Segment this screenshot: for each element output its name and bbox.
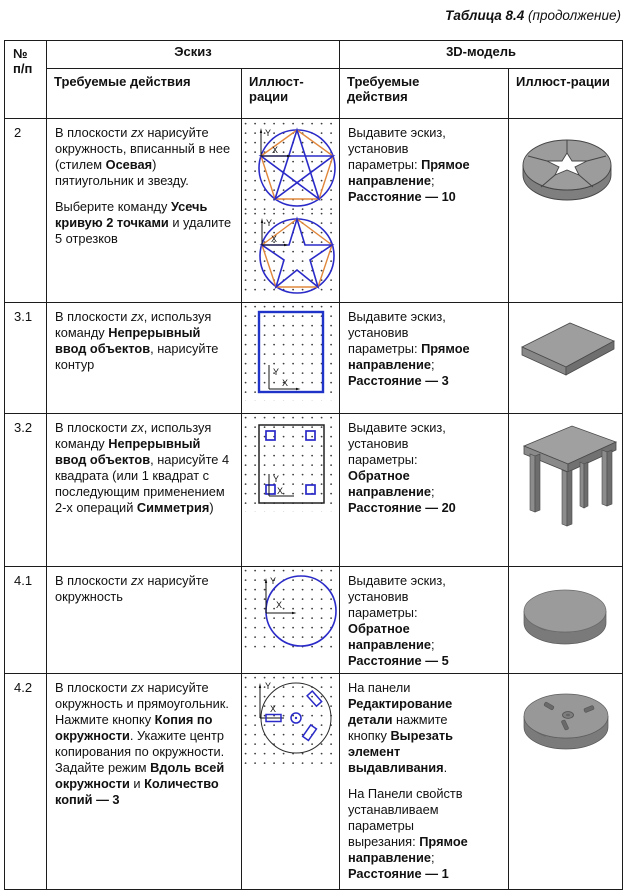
row-number: 4.1 <box>5 567 47 674</box>
col-header-sketch-actions: Требуемые действия <box>47 69 242 119</box>
y-axis-label: Y <box>265 218 272 228</box>
sketch-illustration-cell <box>242 119 340 303</box>
table-row <box>5 567 623 674</box>
sketch-illustration-cell <box>242 303 340 414</box>
col-header-num: № п/п <box>5 41 47 119</box>
table-row <box>5 303 623 414</box>
table-row <box>5 674 623 890</box>
row-number: 3.1 <box>5 303 47 414</box>
y-axis-label: Y <box>272 367 279 377</box>
x-axis-label: X <box>276 486 283 496</box>
y-axis-label: Y <box>264 681 271 691</box>
sketch-actions-text: В плоскости zx нарисуйте окружность и прямоугольник. Нажмите кнопку Копия по окружности. Укажите центр копирования по окружности. Задайте режим Вдоль всей окружности и Количество копий — 3 <box>47 674 242 890</box>
col-header-model-group: 3D-модель <box>340 41 623 69</box>
sketch-actions-text: В плоскости zx, используя команду Непрерывный ввод объектов, нарисуйте 4 квадрата (или 1 квадрат с последующим применением 2-х операций Симметрия) <box>47 414 242 567</box>
circle-sketch-icon <box>244 569 338 655</box>
disc-with-slot-cutouts-3d-icon <box>510 680 622 760</box>
table-caption-number: Таблица 8.4 <box>445 8 525 23</box>
table-row <box>5 414 623 567</box>
model-illustration-cell <box>509 674 623 890</box>
col-header-model-illustrations: Иллюст-рации <box>509 69 623 119</box>
table-caption-suffix: (продолжение) <box>524 8 621 23</box>
rectangle-contour-sketch-icon <box>244 305 338 401</box>
model-illustration-cell <box>509 119 623 303</box>
table-with-legs-3d-icon <box>510 420 622 552</box>
x-axis-label: X <box>270 234 277 244</box>
model-actions-text: Выдавите эскиз, установив параметры: Обратное направление; Расстояние — 20 <box>340 414 509 567</box>
model-actions-text: Выдавите эскиз, установив параметры: Прямое направление; Расстояние — 10 <box>340 119 509 303</box>
col-header-model-actions: Требуемые действия <box>340 69 509 119</box>
row-number: 2 <box>5 119 47 303</box>
sketch-actions-text: В плоскости zx нарисуйте окружность <box>47 567 242 674</box>
x-axis-label: X <box>281 378 288 388</box>
circle-trimmed-star-sketch-icon <box>244 212 338 298</box>
x-axis-label: X <box>275 600 282 610</box>
sketch-actions-text: В плоскости zx нарисуйте окружность, вписанный в нее (стилем Осевая) пятиугольник и звезду. Выберите команду Усечь кривую 2 точками и удалите 5 отрезков <box>47 119 242 303</box>
row-number: 4.2 <box>5 674 47 890</box>
col-header-sketch-group: Эскиз <box>47 41 340 69</box>
table-caption <box>445 8 621 23</box>
sketch-illustration-cell <box>242 414 340 567</box>
model-illustration-cell <box>509 303 623 414</box>
circle-pentagram-sketch-icon <box>244 122 338 210</box>
table-row <box>5 119 623 303</box>
sketch-illustration-cell <box>242 674 340 890</box>
y-axis-label: Y <box>264 128 271 138</box>
row-number: 3.2 <box>5 414 47 567</box>
y-axis-label: Y <box>272 474 279 484</box>
disc-with-star-cutout-3d-icon <box>510 125 623 209</box>
model-actions-text: Выдавите эскиз, установив параметры: Прямое направление; Расстояние — 3 <box>340 303 509 414</box>
circle-with-copied-rectangles-sketch-icon <box>244 676 338 766</box>
sketch-actions-text: В плоскости zx, используя команду Непрерывный ввод объектов, нарисуйте контур <box>47 303 242 414</box>
flat-plate-3d-icon <box>510 309 623 389</box>
model-actions-text: На панели Редактирование детали нажмите кнопку Вырезать элемент выдавливания. На Панели свойств устанавливаем параметры вырезания: Прямое направление; Расстояние — 1 <box>340 674 509 890</box>
x-axis-label: X <box>271 145 278 155</box>
model-illustration-cell <box>509 414 623 567</box>
disc-3d-icon <box>510 573 623 649</box>
model-illustration-cell <box>509 567 623 674</box>
sketch-illustration-cell <box>242 567 340 674</box>
model-actions-text: Выдавите эскиз, установив параметры: Обратное направление; Расстояние — 5 <box>340 567 509 674</box>
worksheet-table <box>4 40 623 890</box>
x-axis-label: X <box>269 704 276 714</box>
col-header-sketch-illustrations: Иллюст-рации <box>242 69 340 119</box>
y-axis-label: Y <box>269 576 276 586</box>
rectangle-with-four-squares-sketch-icon <box>244 416 338 512</box>
